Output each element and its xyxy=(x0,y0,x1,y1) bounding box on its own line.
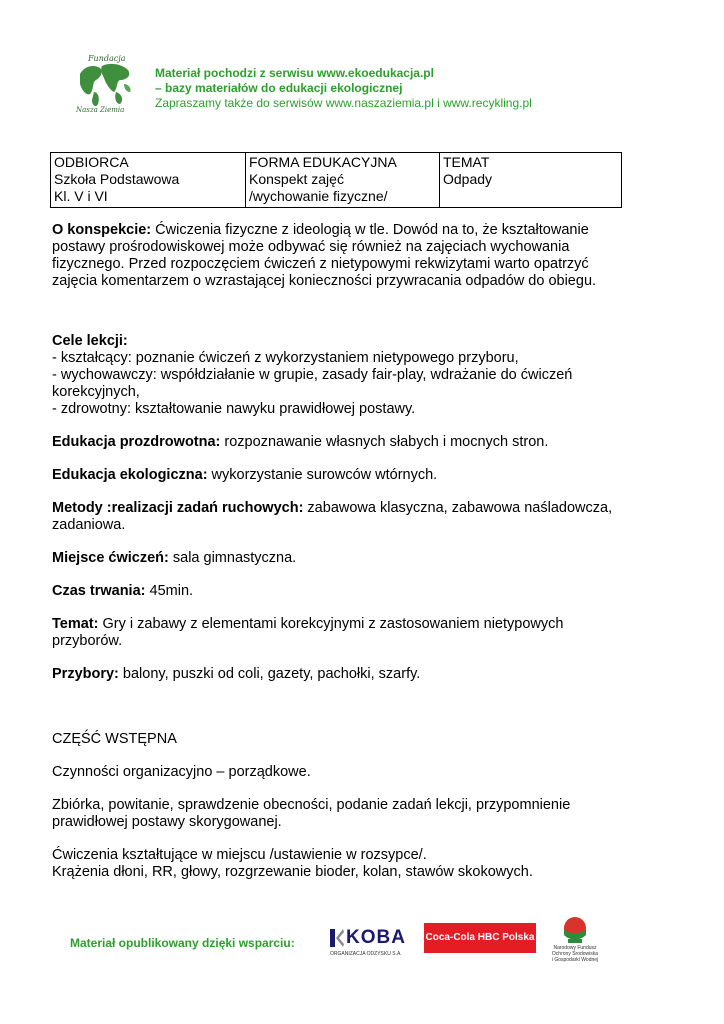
exercise-line-2: Krążenia dłoni, RR, głowy, rozgrzewanie bioder, kolan, stawów skokowych. xyxy=(52,864,533,880)
table-cell-forma xyxy=(246,153,440,208)
table-cell-temat xyxy=(440,153,622,208)
assembly-paragraph: Zbiórka, powitanie, sprawdzenie obecności, podanie zadań lekcji, przypomnienie prawidłowej postawy skorygowanej. xyxy=(52,797,571,830)
cell-line: Kl. V i VI xyxy=(54,188,108,204)
topic-text: Gry i zabawy z elementami korekcyjnymi z zastosowaniem nietypowych przyborów. xyxy=(52,616,564,649)
koba-logo xyxy=(330,927,406,959)
table-cell-odbiorca xyxy=(51,153,246,208)
topic-paragraph xyxy=(52,616,632,650)
intro-label: O konspekcie: xyxy=(52,222,152,238)
time-label: Czas trwania: xyxy=(52,583,146,599)
intro-text: Ćwiczenia fizyczne z ideologią w tle. Dowód na to, że kształtowanie postawy prośrodowiskowej może odbywać się również na zajęciach wychowania fizycznego. Przed rozpoczęciem ćwiczeń z nietypowymi rekwizytami warto opatrzyć zajęcia komentarzem o wzrastającej konieczności przywracania odpadów do obiegu. xyxy=(52,222,597,289)
place-label: Miejsce ćwiczeń: xyxy=(52,550,169,566)
goal-item: - zdrowotny: kształtowanie nawyku prawidłowej postawy. xyxy=(52,401,416,417)
header-line-3: Zapraszamy także do serwisów www.naszaziemia.pl i www.recykling.pl xyxy=(155,96,532,110)
methods-text: zabawowa klasyczna, zabawowa naśladowcza, zadaniowa. xyxy=(52,500,613,533)
cell-line: Szkoła Podstawowa xyxy=(54,171,180,187)
logo-text-bottom: Nasza Ziemia xyxy=(76,106,125,114)
cocacola-logo: Coca-Cola HBC Polska xyxy=(424,923,536,953)
time-paragraph xyxy=(52,583,632,600)
place-paragraph xyxy=(52,550,632,567)
nfosigw-line-2: Ochrony Środowiska xyxy=(551,951,599,957)
methods-label: realizacji zadań ruchowych: xyxy=(111,500,304,516)
footer-text: Materiał opublikowany dzięki wsparciu: xyxy=(70,936,295,950)
nfosigw-line-3: i Gospodarki Wodnej xyxy=(551,957,599,963)
goal-item: - kształcący: poznanie ćwiczeń z wykorzystaniem nietypowego przyboru, xyxy=(52,350,519,366)
header-text xyxy=(155,66,532,111)
table-row xyxy=(51,153,622,208)
intro-paragraph xyxy=(52,222,632,290)
cell-line: FORMA EDUKACYJNA xyxy=(249,154,397,170)
document-body xyxy=(52,222,632,881)
page-header xyxy=(70,52,670,122)
cell-line: TEMAT xyxy=(443,154,490,170)
info-table xyxy=(50,152,622,208)
koba-k-icon xyxy=(330,929,344,947)
topic-label: Temat: xyxy=(52,616,99,632)
eco-label: Edukacja ekologiczna: xyxy=(52,467,208,483)
nfosigw-line-1: Narodowy Fundusz xyxy=(553,945,597,951)
cell-line: /wychowanie fizyczne/ xyxy=(249,188,388,204)
cell-line: ODBIORCA xyxy=(54,154,129,170)
tools-text: balony, puszki od coli, gazety, pachołki, szarfy. xyxy=(118,666,421,682)
time-text: 45min. xyxy=(145,583,194,599)
place-text: sala gimnastyczna. xyxy=(168,550,297,566)
header-line-1: Materiał pochodzi z serwisu www.ekoedukacja.pl xyxy=(155,66,434,80)
header-line-2: – bazy materiałów do edukacji ekologicznej xyxy=(155,81,403,95)
health-label: Edukacja prozdrowotna: xyxy=(52,434,221,450)
exercise-line-1: Ćwiczenia kształtujące w miejscu /ustawienie w rozsypce/. xyxy=(52,847,427,863)
fundacja-logo xyxy=(70,52,140,120)
logo-text-top: Fundacja xyxy=(88,54,126,63)
nfosigw-emblem-icon xyxy=(560,915,590,945)
tools-paragraph xyxy=(52,666,632,683)
cell-line: Konspekt zajęć xyxy=(249,171,344,187)
health-paragraph xyxy=(52,434,632,451)
methods-paragraph xyxy=(52,500,632,534)
eco-text: wykorzystanie surowców wtórnych. xyxy=(207,467,438,483)
koba-name: KOBA xyxy=(346,927,406,948)
methods-prefix: Metody : xyxy=(52,500,112,516)
organization-paragraph: Czynności organizacyjno – porządkowe. xyxy=(52,764,311,780)
koba-subtitle: ORGANIZACJA ODZYSKU S.A. xyxy=(330,951,402,957)
section-title: CZĘŚĆ WSTĘPNA xyxy=(52,731,177,747)
tools-label: Przybory: xyxy=(52,666,119,682)
sponsor-footer xyxy=(70,915,630,975)
health-text: rozpoznawanie własnych słabych i mocnych stron. xyxy=(220,434,549,450)
nfosigw-logo xyxy=(544,915,606,973)
goal-item: - wychowawczy: współdziałanie w grupie, zasady fair-play, wdrażanie do ćwiczeń korekcyjnych, xyxy=(52,367,573,400)
goals-heading: Cele lekcji: xyxy=(52,333,128,349)
cell-line: Odpady xyxy=(443,171,493,187)
eco-paragraph xyxy=(52,467,632,484)
